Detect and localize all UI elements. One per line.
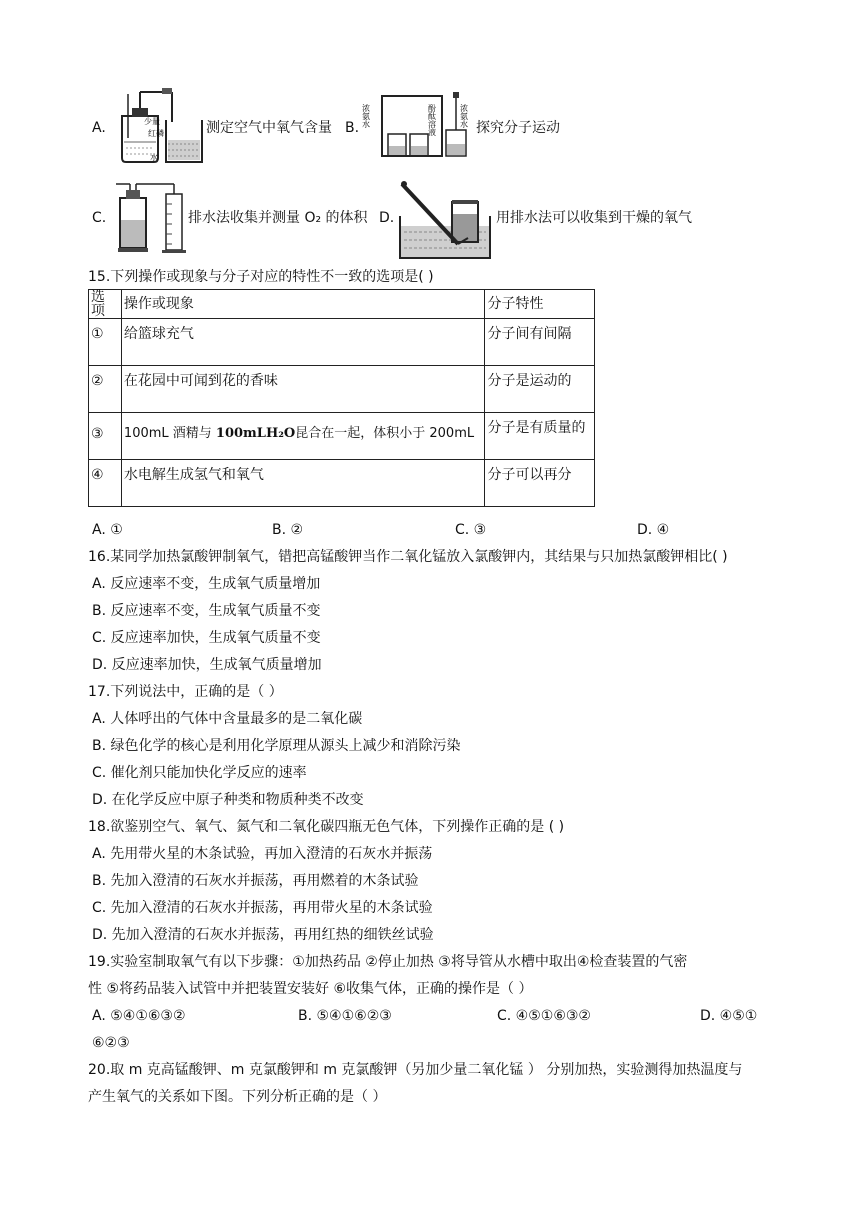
table-cell-op: 给篮球充气 — [123, 326, 194, 342]
question-20-stem-line1: 20.取 m 克高锰酸钾、m 克氯酸钾和 m 克氯酸钾（另加少量二氧化锰 ） 分别加热，实验测得加热温度与 — [88, 1062, 743, 1078]
question-15-stem: 15.下列操作或现象与分子对应的特性不一致的选项是( ) — [88, 269, 434, 285]
table-header-row — [89, 290, 595, 319]
answer-option-d-continued: ⑥②③ — [92, 1035, 130, 1051]
fig-b-label-phenolphthalein: 酚酞溶液 — [427, 104, 437, 136]
apparatus-figure-a — [110, 86, 206, 166]
table-header-cell: 操作或现象 — [121, 290, 485, 319]
answer-option-b[interactable]: B. 先加入澄清的石灰水并振荡，再用燃着的木条试验 — [92, 873, 419, 889]
table-cell-prop: 分子是运动的 — [487, 373, 572, 389]
table-cell-op: 水电解生成氢气和氧气 — [123, 467, 264, 483]
option-c-text: 排水法收集并测量 O₂ 的体积 — [188, 210, 368, 226]
answer-option-b[interactable]: B. ② — [272, 522, 304, 538]
table-cell-no: ① — [91, 326, 104, 342]
answer-option-a[interactable]: A. 人体呼出的气体中含量最多的是二氧化碳 — [92, 711, 363, 727]
answer-option-a[interactable]: A. ⑤④①⑥③② — [92, 1008, 186, 1024]
answer-option-c[interactable]: C. 反应速率加快，生成氧气质量不变 — [92, 630, 321, 646]
option-d-letter: D. — [379, 210, 395, 226]
question-17-stem: 17.下列说法中，正确的是（ ） — [88, 684, 283, 700]
answer-option-a[interactable]: A. 反应速率不变，生成氧气质量增加 — [92, 576, 321, 592]
question-16-stem: 16.某同学加热氯酸钾制氧气，错把高锰酸钾当作二氧化锰放入氯酸钾内，其结果与只加热氯酸钾相比( ) — [88, 549, 728, 565]
fig-a-label-red-phosphorus: 红磷 — [148, 129, 164, 138]
answer-option-c[interactable]: C. ④⑤①⑥③② — [497, 1008, 591, 1024]
question-20-stem-line2: 产生氧气的关系如下图。下列分析正确的是（ ） — [88, 1089, 387, 1105]
answer-option-d[interactable]: D. 先加入澄清的石灰水并振荡，再用红热的细铁丝试验 — [92, 927, 434, 943]
answer-option-b[interactable]: B. 绿色化学的核心是利用化学原理从源头上减少和消除污染 — [92, 738, 461, 754]
op-text-part-c: 昆合在一起，体积小于 200mL — [295, 426, 475, 441]
table-row — [89, 319, 595, 366]
fig-b-label-ammonia-left: 浓氨水 — [361, 104, 371, 128]
apparatus-figure-c — [112, 180, 186, 254]
fig-b-label-ammonia-right: 浓氨水 — [459, 104, 469, 128]
option-a-letter: A. — [92, 120, 106, 136]
answer-option-d[interactable]: D. ④ — [637, 522, 670, 538]
fig-a-label-phosphorus-amount: 少量 — [144, 117, 160, 126]
answer-option-a[interactable]: A. 先用带火星的木条试验，再加入澄清的石灰水并振荡 — [92, 846, 433, 862]
apparatus-figure-b — [361, 90, 474, 162]
molecule-properties-table — [88, 289, 595, 507]
question-19-stem-line1: 19.实验室制取氧气有以下步骤：①加热药品 ②停止加热 ③将导管从水槽中取出④检查装置的气密 — [88, 954, 688, 970]
option-c-letter: C. — [92, 210, 107, 226]
table-cell-no: ④ — [91, 467, 104, 483]
table-header-cell: 选项 — [89, 290, 122, 319]
option-d-text: 用排水法可以收集到干燥的氧气 — [496, 210, 692, 226]
op-text-h2o: 100mLH₂O — [215, 426, 296, 441]
question-18-stem: 18.欲鉴别空气、氧气、氮气和二氧化碳四瓶无色气体，下列操作正确的是 ( ) — [88, 819, 565, 835]
table-cell-prop: 分子是有质量的 — [487, 420, 586, 436]
answer-option-b[interactable]: B. ⑤④①⑥②③ — [298, 1008, 392, 1024]
table-row — [89, 413, 595, 460]
table-cell-no: ③ — [91, 426, 104, 442]
option-b-letter: B. — [345, 120, 360, 136]
answer-option-c[interactable]: C. 催化剂只能加快化学反应的速率 — [92, 765, 307, 781]
table-cell-op — [124, 413, 474, 440]
table-cell-prop: 分子可以再分 — [487, 467, 572, 483]
option-b-text: 探究分子运动 — [476, 120, 560, 136]
answer-option-a[interactable]: A. ① — [92, 522, 123, 538]
apparatus-figure-d — [398, 178, 494, 260]
table-cell-op: 在花园中可闻到花的香味 — [123, 373, 278, 389]
table-row — [89, 366, 595, 413]
option-a-text: 测定空气中氧气含量 — [206, 120, 332, 136]
op-text-part-a: 100mL 酒精与 — [123, 426, 216, 441]
table-row — [89, 460, 595, 507]
table-cell-prop: 分子间有间隔 — [487, 326, 572, 342]
answer-option-d[interactable]: D. 反应速率加快，生成氧气质量增加 — [92, 657, 322, 673]
table-header-cell: 分子特性 — [485, 290, 595, 319]
answer-option-d[interactable]: D. ④⑤① — [700, 1008, 758, 1024]
fig-a-label-water: 水 — [150, 153, 158, 162]
answer-option-d[interactable]: D. 在化学反应中原子种类和物质种类不改变 — [92, 792, 364, 808]
answer-option-c[interactable]: C. 先加入澄清的石灰水并振荡，再用带火星的木条试验 — [92, 900, 433, 916]
table-cell-no: ② — [91, 373, 104, 389]
answer-option-b[interactable]: B. 反应速率不变，生成氧气质量不变 — [92, 603, 321, 619]
answer-option-c[interactable]: C. ③ — [455, 522, 487, 538]
question-19-stem-line2: 性 ⑤将药品装入试管中并把装置安装好 ⑥收集气体，正确的操作是（ ） — [88, 981, 533, 997]
